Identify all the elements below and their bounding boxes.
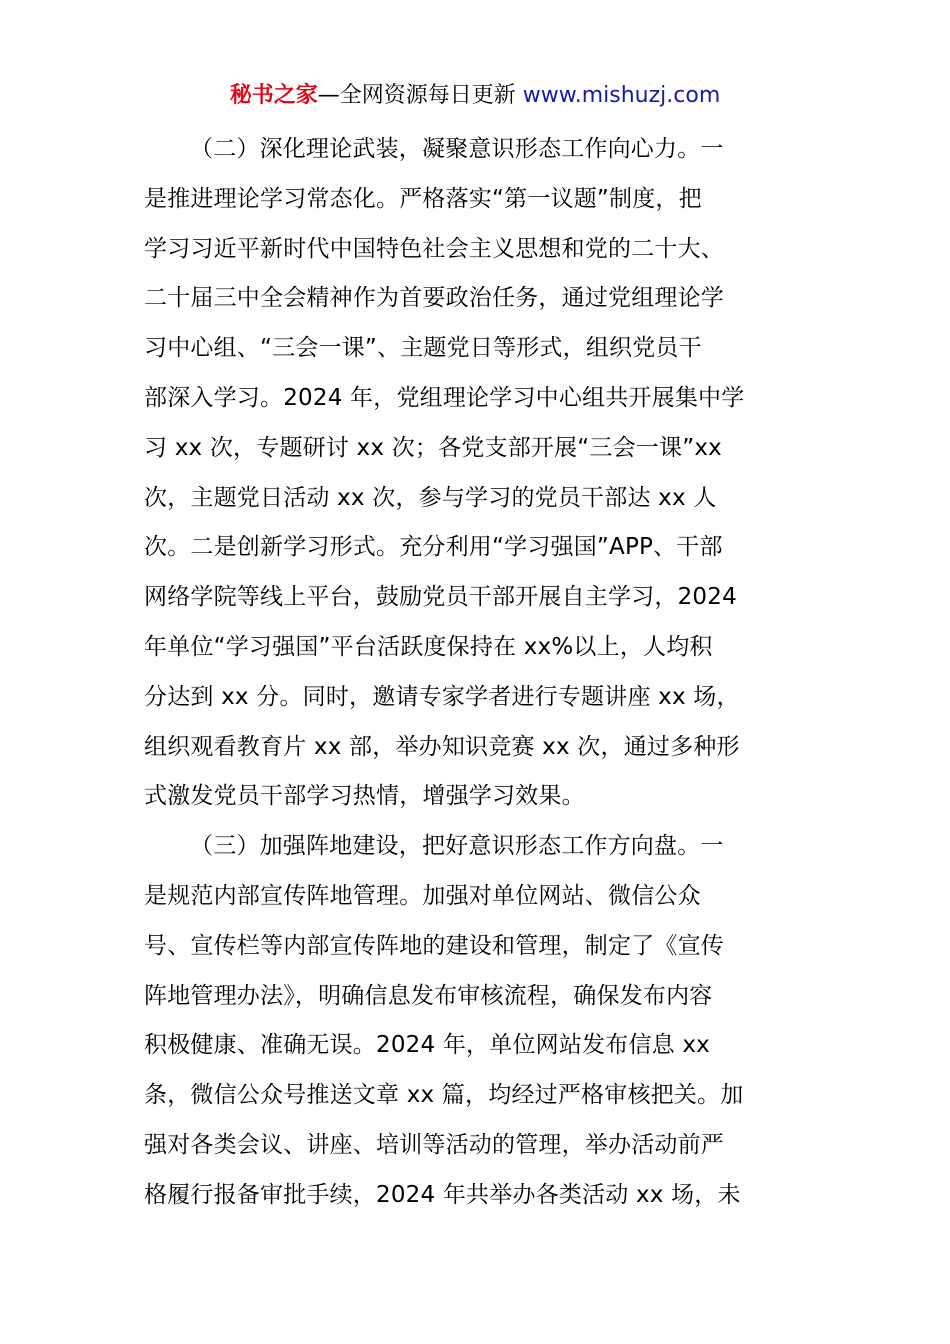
text-line: 号、宣传栏等内部宣传阵地的建设和管理，制定了《宣传: [144, 932, 724, 959]
site-brand: 秘书之家: [229, 83, 318, 108]
paragraph-ideology-theory: [144, 125, 808, 822]
text-line: 是规范内部宣传阵地管理。加强对单位网站、微信公众: [144, 882, 701, 909]
text-line: 组织观看教育片 xx 部，举办知识竞赛 xx 次，通过多种形: [144, 733, 740, 760]
text-line: 条，微信公众号推送文章 xx 篇，均经过严格审核把关。加: [144, 1082, 744, 1109]
text-line: 格履行报备审批手续，2024 年共举办各类活动 xx 场，未: [144, 1181, 741, 1208]
text-line: 习中心组、“三会一课”、主题党日等形式，组织党员干: [144, 335, 702, 362]
text-line: 次。二是创新学习形式。充分利用“学习强国”APP、干部: [144, 534, 723, 561]
text-line: 式激发党员干部学习热情，增强学习效果。: [144, 783, 585, 810]
document-body: [144, 125, 808, 1221]
text-line: 阵地管理办法》，明确信息发布审核流程，确保发布内容: [144, 982, 713, 1009]
text-line: 是推进理论学习常态化。严格落实“第一议题”制度，把: [144, 185, 702, 212]
site-url-link[interactable]: www.mishuzj.com: [522, 83, 721, 108]
text-line: 网络学院等线上平台，鼓励党员干部开展自主学习，2024: [144, 584, 737, 611]
text-line: 年单位“学习强国”平台活跃度保持在 xx%以上，人均积: [144, 633, 713, 660]
text-line: 习 xx 次，专题研讨 xx 次；各党支部开展“三会一课”xx: [144, 434, 722, 461]
text-line: 学习习近平新时代中国特色社会主义思想和党的二十大、: [144, 235, 724, 262]
text-line: 二十届三中全会精神作为首要政治任务，通过党组理论学: [144, 285, 724, 312]
text-line: 强对各类会议、讲座、培训等活动的管理，举办活动前严: [144, 1131, 724, 1158]
paragraph-position-building: [144, 822, 808, 1220]
text-line: （二）深化理论武装，凝聚意识形态工作向心力。一: [190, 136, 724, 162]
text-line: 部深入学习。2024 年，党组理论学习中心组共开展集中学: [144, 384, 745, 411]
text-line: 次，主题党日活动 xx 次，参与学习的党员干部达 xx 人: [144, 484, 717, 511]
text-line: （三）加强阵地建设，把好意识形态工作方向盘。一: [190, 833, 724, 860]
text-line: 分达到 xx 分。同时，邀请专家学者进行专题讲座 xx 场，: [144, 683, 740, 710]
page-header: [0, 80, 950, 112]
site-tagline: —全网资源每日更新: [317, 83, 523, 108]
text-line: 积极健康、准确无误。2024 年，单位网站发布信息 xx: [144, 1032, 710, 1059]
